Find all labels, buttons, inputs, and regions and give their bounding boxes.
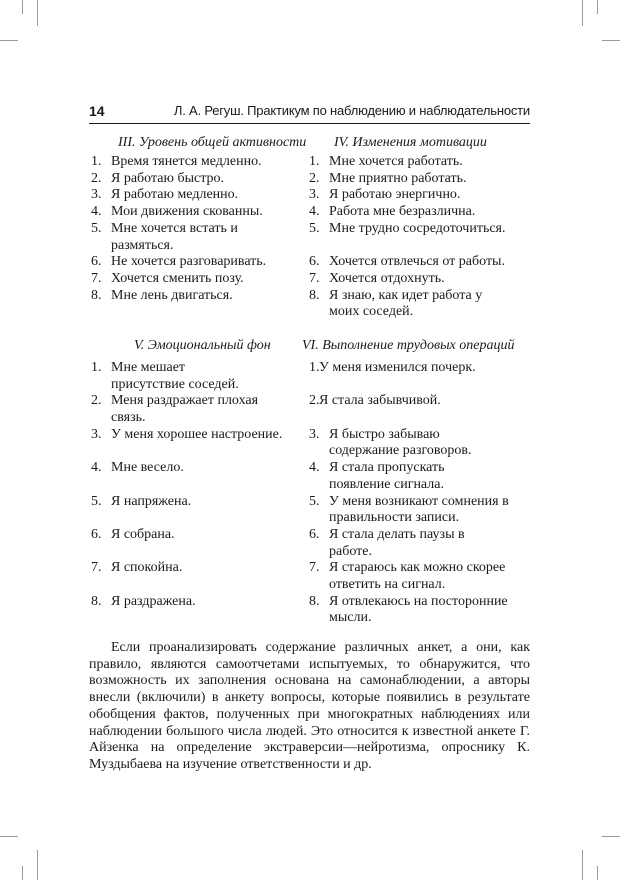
list-item xyxy=(309,393,531,426)
item-number: 1. xyxy=(309,154,320,169)
item-number: 6. xyxy=(91,254,102,270)
item-number: 6. xyxy=(309,254,320,270)
list-item xyxy=(91,460,303,493)
item-text: Я раздражена. xyxy=(111,593,196,609)
list-section-iii xyxy=(91,154,299,304)
crop-mark xyxy=(602,40,620,41)
item-text: Я отвлекаюсь на посторонние мысли. xyxy=(329,593,508,626)
list-item xyxy=(309,204,531,221)
list-item xyxy=(309,460,479,493)
item-number: 8. xyxy=(91,287,102,303)
item-number: 5. xyxy=(309,220,320,236)
crop-mark xyxy=(22,0,23,14)
list-item xyxy=(91,254,299,271)
section-title-vi: VI. Выполнение трудовых операций xyxy=(302,338,515,353)
item-number: 1. xyxy=(91,154,102,169)
list-item xyxy=(309,560,534,593)
crop-mark xyxy=(582,0,583,26)
item-number: 6. xyxy=(91,526,102,542)
running-header xyxy=(89,103,530,123)
crop-mark xyxy=(602,836,620,837)
crop-mark xyxy=(37,0,38,26)
list-item xyxy=(91,271,299,288)
item-text: Время тянется медленно. xyxy=(111,154,262,169)
list-item xyxy=(309,494,527,527)
list-item xyxy=(91,494,303,527)
item-text: Мне лень двигаться. xyxy=(111,287,233,303)
crop-mark xyxy=(37,850,38,880)
item-number: 5. xyxy=(309,493,320,509)
crop-mark xyxy=(0,40,18,41)
item-number: 4. xyxy=(91,460,102,476)
list-item xyxy=(91,427,303,460)
item-text: Я стала пропускать появление сигнала. xyxy=(329,460,445,492)
list-item xyxy=(91,360,261,393)
list-item xyxy=(91,393,261,426)
list-item xyxy=(309,221,531,238)
list-item xyxy=(309,288,509,321)
list-item xyxy=(91,560,303,593)
list-section-v xyxy=(91,360,303,627)
list-item xyxy=(309,271,531,288)
item-text: Я работаю энергично. xyxy=(329,187,461,203)
list-item xyxy=(91,594,303,627)
running-title: Л. А. Регуш. Практикум по наблюдению и наблюдательности xyxy=(173,103,530,118)
list-item xyxy=(309,254,531,271)
list-item xyxy=(91,154,299,171)
item-text: Я спокойна. xyxy=(111,560,183,576)
item-text: Мне весело. xyxy=(111,460,184,476)
list-item xyxy=(309,427,479,460)
item-text: Хочется отвлечься от работы. xyxy=(329,254,505,270)
item-text: Я работаю быстро. xyxy=(111,170,224,186)
item-number: 7. xyxy=(309,560,320,576)
item-number: 5. xyxy=(91,493,102,509)
item-text: У меня изменился почерк. xyxy=(319,360,476,375)
list-item xyxy=(91,527,303,560)
item-number: 4. xyxy=(309,204,320,220)
list-item xyxy=(309,594,529,627)
list-item xyxy=(309,360,531,393)
item-number: 2. xyxy=(309,170,320,186)
item-number: 1. xyxy=(91,360,102,375)
list-section-vi xyxy=(309,360,531,627)
item-number: 5. xyxy=(91,220,102,236)
item-number: 2. xyxy=(91,393,102,409)
item-text: Я быстро забываю содержание разговоров. xyxy=(329,426,472,459)
item-text: Мне хочется встать и размяться. xyxy=(111,220,238,253)
item-number: 3. xyxy=(309,426,320,442)
item-number: 1. xyxy=(309,360,320,375)
item-text: Мне мешает присутствие соседей. xyxy=(111,360,239,392)
item-text: У меня возникают сомнения в правильности записи. xyxy=(329,493,509,526)
header-rule xyxy=(89,123,530,124)
item-number: 4. xyxy=(309,460,320,476)
item-text: Я знаю, как идет работа у моих соседей. xyxy=(329,287,483,320)
item-number: 2. xyxy=(309,393,320,409)
item-number: 3. xyxy=(309,187,320,203)
item-text: Хочется сменить позу. xyxy=(111,270,244,286)
list-item xyxy=(309,527,499,560)
item-text: Хочется отдохнуть. xyxy=(329,270,445,286)
paragraph-text: Если проанализировать содержание различных анкет, а они, как правило, являются самоотчетами испытуемых, то обнаружится, что возможность их заполнения основана на самонаблюдении, а авторы внесли (включили) в анкету вопросы, которые появились в результате обобщения фактов, полученных при многократных наблюдениях или наблюдении большого числа людей. Это относится к известной анкете Г. Айзенка на определение экстраверсии—нейротизма, опроснику К. Муздыбаева на изучение ответственности и др. xyxy=(89,640,530,772)
item-text: Не хочется разговаривать. xyxy=(111,254,267,270)
crop-mark xyxy=(582,850,583,880)
item-number: 3. xyxy=(91,426,102,442)
list-item xyxy=(91,171,299,188)
list-item xyxy=(309,171,531,188)
item-text: У меня хорошее настроение. xyxy=(111,426,283,442)
body-paragraph xyxy=(89,640,530,774)
item-text: Мои движения скованны. xyxy=(111,204,263,220)
item-text: Меня раздражает плохая связь. xyxy=(111,393,259,426)
crop-mark xyxy=(597,0,598,14)
item-number: 6. xyxy=(309,526,320,542)
item-number: 4. xyxy=(91,204,102,220)
crop-mark xyxy=(597,866,598,880)
crop-mark xyxy=(0,836,18,837)
item-number: 8. xyxy=(309,593,320,609)
item-text: Я собрана. xyxy=(111,526,175,542)
item-number: 2. xyxy=(91,170,102,186)
item-text: Мне приятно работать. xyxy=(329,170,467,186)
item-number: 3. xyxy=(91,187,102,203)
item-number: 8. xyxy=(91,593,102,609)
item-number: 7. xyxy=(309,270,320,286)
item-number: 8. xyxy=(309,287,320,303)
section-title-iii: III. Уровень общей активности xyxy=(118,135,307,150)
list-item xyxy=(91,288,299,305)
item-text: Я стала делать паузы в работе. xyxy=(329,526,465,559)
item-text: Мне хочется работать. xyxy=(329,154,463,169)
list-section-iv xyxy=(309,154,531,321)
list-item xyxy=(91,204,299,221)
item-number: 7. xyxy=(91,270,102,286)
item-text: Работа мне безразлична. xyxy=(329,204,476,220)
item-text: Мне трудно сосредоточиться. xyxy=(329,220,506,236)
item-text: Я стараюсь как можно скорее ответить на сигнал. xyxy=(329,560,506,593)
page-number: 14 xyxy=(89,103,105,119)
list-item xyxy=(91,187,299,204)
item-number: 7. xyxy=(91,560,102,576)
section-title-iv: IV. Изменения мотивации xyxy=(334,135,487,150)
item-text: Я работаю медленно. xyxy=(111,187,239,203)
list-item xyxy=(309,154,531,171)
item-text: Я напряжена. xyxy=(111,493,192,509)
item-text: Я стала забывчивой. xyxy=(319,393,441,409)
section-title-v: V. Эмоциональный фон xyxy=(134,338,271,353)
list-item xyxy=(91,221,271,254)
list-item xyxy=(309,187,531,204)
crop-mark xyxy=(22,866,23,880)
